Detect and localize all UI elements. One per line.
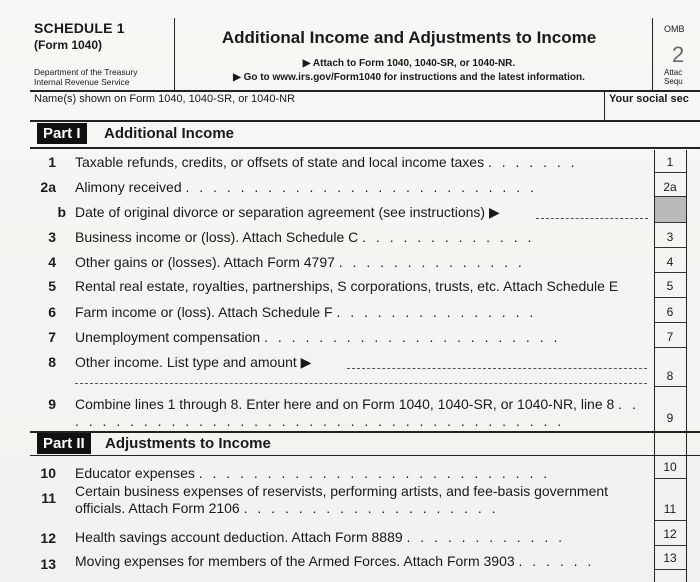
line-10-text (75, 465, 550, 481)
line-11-box[interactable]: 11 (663, 502, 677, 516)
line-8-text: Other income. List type and amount ▶ (75, 354, 312, 370)
row-rule (655, 247, 686, 248)
line-number: 6 (48, 304, 56, 320)
dept-line-2: Internal Revenue Service (34, 77, 130, 87)
line-label: Unemployment compensation (75, 329, 261, 345)
row-rule (655, 347, 686, 348)
leader-dots: . . . . . . . . . . . . . . . . . . . . . . . . . . (185, 179, 537, 195)
leader-dots: . . . . . . . . . . . . . . . . . . . . . . (264, 329, 561, 345)
line-3-box[interactable]: 3 (666, 230, 674, 244)
leader-dots: . . . . . . . . . . . . . . . . . . . . . . . . . . (198, 465, 551, 481)
leader-dots: . . . . . . . . . . . . . . . . . . . (243, 500, 499, 516)
line-label: Business income or (loss). Attach Schedule C (75, 229, 359, 245)
row-rule (655, 569, 686, 570)
ssn-divider (604, 91, 605, 120)
line-5-text: Rental real estate, royalties, partnerships, S corporations, trusts, etc. Attach Schedule E (75, 278, 619, 294)
dept-line-1: Department of the Treasury (34, 67, 138, 77)
ssn-field-label: Your social sec (609, 93, 689, 105)
omb-label: OMB (664, 24, 685, 34)
line-2b-shaded-cell (655, 196, 686, 222)
form-identifier (34, 20, 174, 87)
row-rule (655, 272, 686, 273)
line-12-text (75, 529, 565, 545)
row-rule (655, 520, 686, 521)
part-1-badge: Part I (37, 123, 87, 144)
line-label: Certain business expenses of reservists, performing artists, and fee-basis government officials. Attach Form 2106 (75, 483, 609, 516)
row-rule (655, 172, 686, 173)
goto-instruction: ▶ Go to www.irs.gov/Form1040 for instructions and the latest information. (233, 72, 585, 83)
leader-dots: . . . . . . . (487, 154, 578, 170)
row-rule (655, 545, 686, 546)
line-1-text (75, 154, 578, 170)
part-1-title: Additional Income (104, 125, 235, 142)
line-11-text (75, 483, 655, 519)
line-3-text (75, 229, 534, 245)
line-number: 3 (48, 229, 56, 245)
header-rule (30, 90, 700, 92)
line-4-box[interactable]: 4 (666, 255, 674, 269)
line-number: 8 (48, 354, 56, 370)
line-12-box[interactable]: 12 (663, 527, 677, 541)
line-9-text (75, 396, 650, 430)
line-2b-text: Date of original divorce or separation agreement (see instructions) ▶ (75, 204, 500, 220)
line-1-box[interactable]: 1 (666, 155, 674, 169)
schedule-label: SCHEDULE 1 (34, 20, 125, 36)
line-7-text (75, 329, 560, 345)
sequence-label: Sequ (664, 77, 683, 86)
part-2-title: Adjustments to Income (105, 435, 271, 452)
line-13-text (75, 553, 594, 569)
attachment-sequence (664, 68, 683, 86)
header-divider-right (652, 18, 653, 90)
names-rule (30, 120, 700, 122)
line-label: Moving expenses for members of the Armed Forces. Attach Form 3903 (75, 553, 515, 569)
line-number: 13 (40, 556, 56, 572)
part-1-rule (30, 147, 700, 149)
line-number: 7 (48, 329, 56, 345)
line-number: 9 (48, 396, 56, 412)
line-label: Educator expenses (75, 465, 195, 481)
department-label (34, 67, 174, 87)
line-6-box[interactable]: 6 (666, 305, 674, 319)
form-title: Additional Income and Adjustments to Income (221, 28, 597, 47)
form-number: (Form 1040) (34, 38, 103, 52)
leader-dots: . . . . . . . . . . . . . . . . . . . . . . . . . . . . . . . . . . . . . . (75, 396, 639, 429)
line-5-box[interactable]: 5 (666, 279, 674, 293)
row-rule (655, 222, 686, 223)
leader-dots: . . . . . . . . . . . . . . . (336, 304, 537, 320)
line-4-text (75, 254, 525, 270)
row-rule (655, 297, 686, 298)
line-8-box[interactable]: 8 (666, 369, 674, 383)
part-2-rule (30, 455, 700, 456)
line-10-box[interactable]: 10 (663, 460, 677, 474)
leader-dots: . . . . . . (518, 553, 595, 569)
line-number: 2a (40, 179, 56, 195)
other-income-type-input-2[interactable] (75, 383, 647, 384)
other-income-type-input[interactable] (347, 368, 647, 369)
leader-dots: . . . . . . . . . . . . . (362, 229, 535, 245)
row-rule (655, 196, 686, 197)
part-2-badge: Part II (37, 433, 91, 454)
line-number: b (57, 204, 66, 220)
line-6-text (75, 304, 536, 320)
line-label: Combine lines 1 through 8. Enter here and on Form 1040, 1040-SR, or 1040-NR, line 8 (75, 396, 615, 412)
line-label: Health savings account deduction. Attach Form 8889 (75, 529, 403, 545)
line-number: 10 (40, 465, 56, 481)
line-number: 5 (48, 278, 56, 294)
line-9-box[interactable]: 9 (666, 411, 674, 425)
line-number: 12 (40, 530, 56, 546)
tax-year: 2 (672, 42, 685, 67)
attachment-label: Attac (664, 68, 683, 77)
line-label: Other gains or (losses). Attach Form 4797 (75, 254, 335, 270)
leader-dots: . . . . . . . . . . . . (406, 529, 565, 545)
line-label: Farm income or (loss). Attach Schedule F (75, 304, 333, 320)
leader-dots: . . . . . . . . . . . . . . (338, 254, 525, 270)
amount-column-right-border (686, 150, 687, 582)
row-rule (655, 478, 686, 479)
line-2a-text (75, 179, 537, 195)
row-rule (655, 386, 686, 387)
names-field-label: Name(s) shown on Form 1040, 1040-SR, or 1040-NR (34, 93, 296, 105)
part-2-top-rule (30, 431, 700, 433)
line-13-box[interactable]: 13 (663, 551, 677, 565)
line-2a-box[interactable]: 2a (663, 180, 677, 194)
divorce-date-input[interactable] (536, 218, 648, 219)
line-number: 4 (48, 254, 56, 270)
line-label: Taxable refunds, credits, or offsets of state and local income taxes (75, 154, 485, 170)
line-label: Alimony received (75, 179, 182, 195)
attach-instruction: ▶ Attach to Form 1040, 1040-SR, or 1040-NR. (302, 58, 516, 69)
line-number: 11 (41, 490, 56, 506)
row-rule (655, 322, 686, 323)
line-number: 1 (48, 154, 56, 170)
line-7-box[interactable]: 7 (666, 330, 674, 344)
